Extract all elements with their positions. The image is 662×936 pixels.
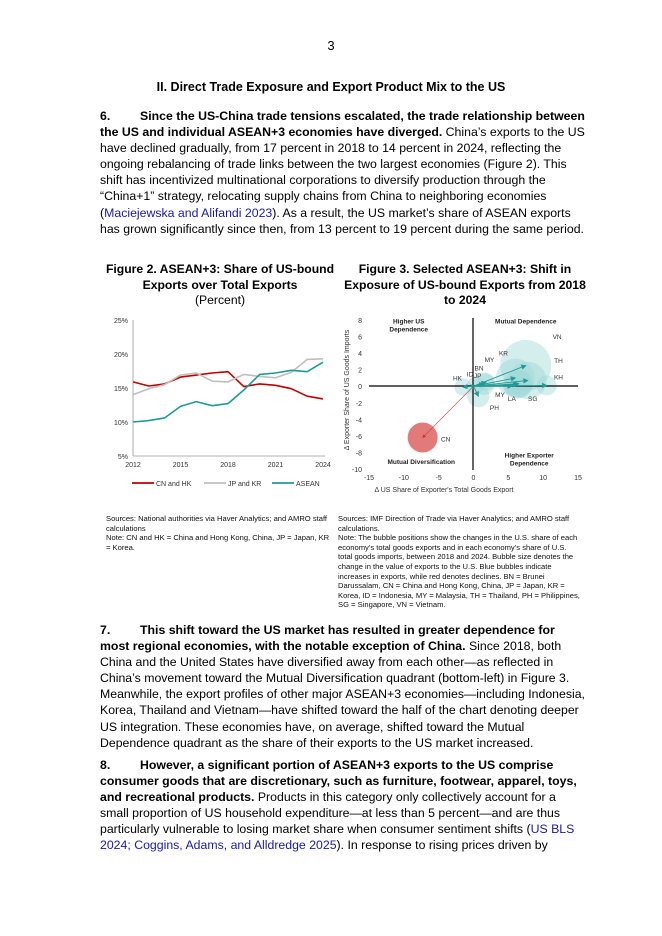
- x-tick-label: 2024: [315, 462, 331, 469]
- y-axis-label: Δ Exporter Share of US Goods Imports: [344, 329, 351, 451]
- figure-3-notes: [338, 514, 580, 610]
- x-tick-label: 15: [574, 475, 582, 482]
- section-title: II. Direct Trade Exposure and Export Product Mix to the US: [156, 80, 506, 94]
- x-tick-label: 2021: [267, 462, 284, 469]
- legend: [132, 481, 320, 488]
- paragraph-number: 8.: [100, 758, 111, 772]
- figure-2-subtitle: (Percent): [194, 293, 246, 307]
- paragraph-text: Since 2018, both China and the United States have diversified away from each other—as reflected in China’s movement toward the Mutual Diversification quadrant (bottom-left) in Figure 3. Meanwhile, the export profiles of other major ASEAN+3 economies—including Indonesia, Korea, Thailand and Vietnam—have shifted toward the half of the chart denoting deeper US integration. These economies have, on average, shifted toward the Mutual Dependence quadrant as the share of their exports to the US market increased.: [100, 639, 585, 750]
- x-tick-label: 5: [506, 475, 511, 482]
- page-number: 3: [327, 38, 335, 53]
- country-label: SG: [528, 396, 538, 404]
- y-tick-label: -4: [355, 417, 362, 425]
- x-axis-label: Δ US Share of Exporter's Total Goods Export: [374, 487, 514, 494]
- country-label: JP: [473, 372, 482, 380]
- quadrant-label: Mutual Dependence: [495, 318, 557, 326]
- country-label: MY: [484, 357, 495, 365]
- x-tick-label: 2015: [172, 462, 189, 469]
- x-tick-label: -10: [398, 475, 409, 482]
- y-tick-label: 5%: [117, 454, 128, 461]
- quadrant-label: Higher US: [392, 318, 425, 326]
- figure-3-note: Note: The bubble positions show the changes in the U.S. share of each economy’s total goods exports and in each economy’s share of U.S. total goods imports, between 2018 and 2024. Bubble size denotes the change in the value of exports to the U.S. Blue bubbles indicate increases in exports, while red denotes declines. BN = Brunei Darussalam, CN = China and Hong Kong, China, JP = Japan, KR = Korea, ID = Indonesia, MY = Malaysia, TH = Thailand, PH = Philippines, SG = Singapore, VN = Vietnam.: [338, 533, 580, 610]
- country-label: ID: [466, 371, 474, 379]
- citation-link[interactable]: Maciejewska and Alifandi 2023: [104, 205, 273, 220]
- paragraph-number: 6.: [100, 109, 111, 123]
- y-tick-label: 6: [358, 334, 362, 342]
- country-label: KH: [553, 374, 564, 382]
- country-label: VN: [552, 334, 562, 342]
- x-tick-label: 10: [539, 475, 548, 482]
- citation-link[interactable]: US BLS 2024; Coggins, Adams, and Alldredge 2025: [100, 822, 575, 853]
- x-tick-label: 0: [471, 475, 476, 482]
- x-axis-ticks: [125, 462, 331, 469]
- legend-label: ASEAN: [296, 481, 320, 488]
- figure-2-title: [104, 262, 336, 309]
- country-label: PH: [489, 405, 499, 413]
- y-tick-label: -6: [355, 433, 362, 441]
- paragraph-6: [100, 108, 586, 237]
- x-tick-label: 2018: [220, 462, 236, 469]
- paragraph-text: China’s exports to the US have declined gradually, from 17 percent in 2018 to 14 percent in 2024, reflecting the ongoing rebalancing of trade links between the two largest economies (Figure 2). This shift has incentivized multinational corporations to diversify production through the “China+1” strategy, relocating supply chains from China to neighboring economies (: [100, 125, 585, 220]
- y-tick-label: 2: [358, 367, 362, 375]
- y-tick-label: 25%: [113, 318, 128, 325]
- quadrant-label: Dependence: [509, 460, 549, 468]
- figure-2-title-text: Figure 2. ASEAN+3: Share of US-bound Exports over Total Exports: [105, 262, 335, 292]
- paragraph-text: ). As a result, the US market’s share of ASEAN exports has grown significantly since then, from 13 percent to 19 percent during the same period.: [100, 205, 584, 236]
- y-tick-label: 15%: [113, 386, 128, 393]
- legend-label: JP and KR: [228, 481, 262, 488]
- country-label: CN: [440, 436, 451, 444]
- y-tick-label: -10: [351, 467, 362, 474]
- legend-label: CN and HK: [156, 481, 192, 488]
- paragraph-number: 7.: [100, 623, 111, 637]
- y-tick-label: 10%: [113, 420, 128, 427]
- quadrant-label: Mutual Diversification: [387, 459, 456, 467]
- y-tick-label: -2: [355, 400, 362, 408]
- y-tick-label: 4: [358, 351, 362, 359]
- figure-2-notes: [106, 514, 334, 552]
- country-label: MY: [495, 391, 505, 399]
- y-tick-label: 8: [358, 318, 362, 325]
- x-tick-label: 2012: [125, 462, 141, 469]
- country-label: KR: [498, 350, 508, 358]
- quadrant-label: Dependence: [389, 326, 429, 334]
- x-tick-label: -15: [363, 475, 375, 482]
- series-lines: [133, 359, 323, 422]
- x-tick-label: -5: [435, 475, 442, 482]
- paragraph-lead: This shift toward the US market has resulted in greater dependence for most regional economies, with the notable exception of China.: [100, 623, 555, 654]
- paragraph-lead: However, a significant portion of ASEAN+3 exports to the US comprise consumer goods that are discretionary, such as furniture, footwear, apparel, toys, and recreational products.: [100, 758, 577, 805]
- country-label: BN: [474, 365, 484, 373]
- figure-3-sources: Sources: IMF Direction of Trade via Haver Analytics; and AMRO staff calculations.: [338, 514, 570, 533]
- y-tick-label: 0: [358, 384, 362, 392]
- figure-3-bubble-chart: [340, 310, 590, 500]
- figure-2-note: Note: CN and HK = China and Hong Kong, China, JP = Japan, KR = Korea.: [106, 533, 330, 552]
- figure-2-line-chart: [100, 305, 340, 495]
- figure-3-title: Figure 3. Selected ASEAN+3: Shift in Exposure of US-bound Exports from 2018 to 2024: [344, 262, 586, 307]
- paragraph-text: Products in this category only collectively account for a small proportion of US household expenditure—at less than 5 percent—and are thus particularly vulnerable to losing market share when consumer sentiment shifts (: [100, 790, 561, 837]
- y-tick-label: 20%: [113, 352, 128, 359]
- figure-2-sources: Sources: National authorities via Haver Analytics; and AMRO staff calculations: [106, 514, 328, 533]
- paragraph-7: [100, 622, 586, 751]
- y-tick-label: -8: [355, 450, 362, 458]
- arrow-cn: [423, 386, 474, 437]
- paragraph-8: [100, 757, 586, 854]
- paragraph-lead: Since the US-China trade tensions escalated, the trade relationship between the US and individual ASEAN+3 economies have diverged.: [100, 109, 585, 140]
- paragraph-text: ). In response to rising prices driven by: [336, 838, 548, 853]
- country-label: TH: [554, 358, 563, 366]
- y-axis-ticks: [114, 318, 128, 461]
- country-label: LA: [507, 396, 516, 404]
- quadrant-label: Higher Exporter: [504, 452, 554, 460]
- country-label: HK: [452, 375, 462, 383]
